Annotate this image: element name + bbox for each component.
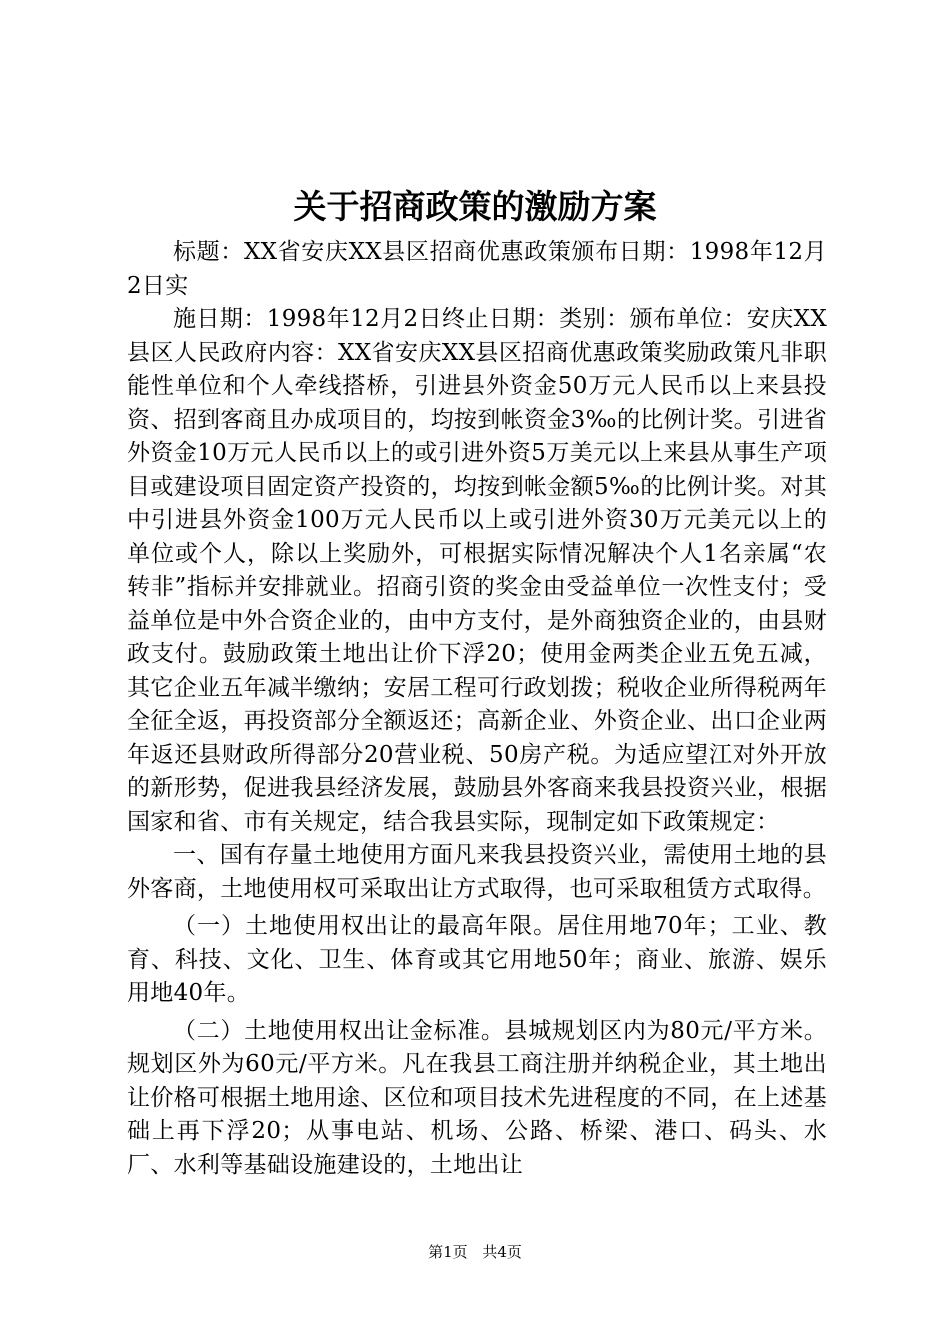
page-number: 第1页 bbox=[428, 1243, 468, 1261]
paragraph-item-one: （一）土地使用权出让的最高年限。居住用地70年；工业、教育、科技、文化、卫生、体育或其它用地50年；商业、旅游、娱乐用地40年。 bbox=[127, 913, 827, 1006]
paragraph-policy: 施日期：1998年12月2日终止日期：类别：颁布单位：安庆XX县区人民政府内容：XX省安庆XX县区招商优惠政策奖励政策凡非职能性单位和个人牵线搭桥，引进县外资金50万元人民币以上来县投资、招到客商且办成项目的，均按到帐资金3‰的比例计奖。引进省外资金10万元人民币以上的或引进外资5万美元以上来县从事生产项目或建设项目固定资产投资的，均按到帐金额5‰的比例计奖。对其中引进县外资金100万元人民币以上或引进外资30万元美元以上的单位或个人，除以上奖励外，可根据实际情况解决个人1名亲属“农转非”指标并安排就业。招商引资的奖金由受益单位一次性支付；受益单位是中外合资企业的，由中方支付，是外商独资企业的，由县财政支付。鼓励政策土地出让价下浮20；使用金两类企业五免五减，其它企业五年减半缴纳；安居工程可行政划拨；税收企业所得税两年全征全返，再投资部分全额返还；高新企业、外资企业、出口企业两年返还县财政所得部分20营业税、50房产税。为适应望江对外开放的新形势，促进我县经济发展，鼓励县外客商来我县投资兴业，根据国家和省、市有关规定，结合我县实际，现制定如下政策规定： bbox=[127, 306, 827, 835]
page-footer bbox=[0, 1240, 950, 1264]
document-title: 关于招商政策的激励方案 bbox=[293, 187, 657, 226]
document-body bbox=[127, 236, 827, 1182]
page-total: 共4页 bbox=[482, 1243, 522, 1261]
paragraph-header: 标题：XX省安庆XX县区招商优惠政策颁布日期：1998年12月2日实 bbox=[127, 239, 827, 299]
paragraph-section-one: 一、国有存量土地使用方面凡来我县投资兴业，需使用土地的县外客商，土地使用权可采取出让方式取得，也可采取租赁方式取得。 bbox=[127, 842, 827, 902]
paragraph-item-two: （二）土地使用权出让金标准。县城规划区内为80元/平方米。规划区外为60元/平方米。凡在我县工商注册并纳税企业，其土地出让价格可根据土地用途、区位和项目技术先进程度的不同，在上述基础上再下浮20；从事电站、机场、公路、桥梁、港口、码头、水厂、水利等基础设施建设的，土地出让 bbox=[127, 1017, 827, 1178]
